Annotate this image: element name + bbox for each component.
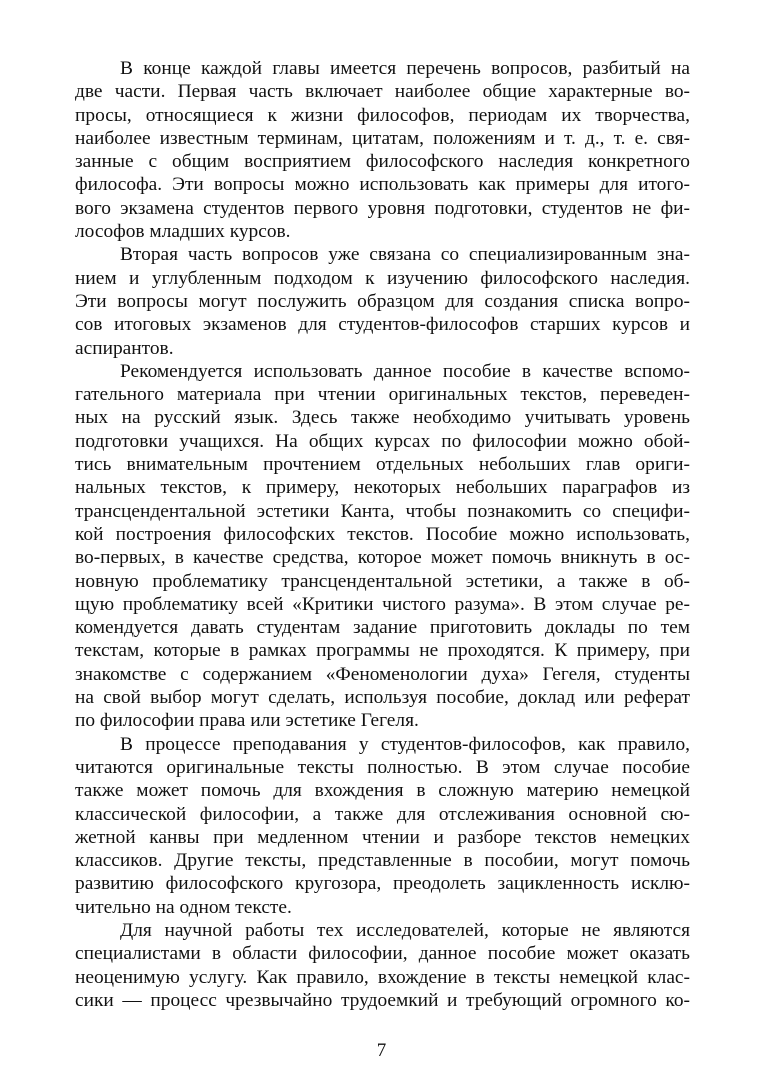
paragraph (75, 360, 690, 733)
text-line: на свой выбор могут сделать, используя пособие, доклад или реферат (75, 687, 690, 709)
text-line: специалистами в области философии, данное пособие может оказать (75, 943, 690, 965)
text-line: ных на русский язык. Здесь также необходимо учитывать уровень (75, 407, 690, 429)
paragraph (75, 733, 690, 919)
text-line: сики — процесс чрезвычайно трудоемкий и требующий огромного ко- (75, 989, 690, 1011)
text-line: кой построения философских текстов. Пособие можно использовать, (75, 523, 690, 545)
text-line: развитию философского кругозора, преодолеть зацикленность исклю- (75, 873, 690, 895)
paragraph (75, 243, 690, 359)
text-line: философа. Эти вопросы можно использовать как примеры для итого- (75, 174, 690, 196)
text-line: новную проблематику трансцендентальной эстетики, а также в об- (75, 570, 690, 592)
text-line: сов итоговых экзаменов для студентов-философов старших курсов и (75, 314, 690, 336)
text-line: чительно на одном тексте. (75, 896, 292, 918)
text-line: жетной канвы при медленном чтении и разборе текстов немецких (75, 826, 690, 848)
text-line: просы, относящиеся к жизни философов, периодам их творчества, (75, 104, 690, 126)
text-line: неоценимую услугу. Как правило, вхождение в тексты немецкой клас- (75, 966, 690, 988)
page-number: 7 (376, 1040, 387, 1061)
text-line: лософов младших курсов. (75, 221, 291, 243)
text-line: Рекомендуется использовать данное пособие в качестве вспомо- (120, 360, 690, 382)
text-line: знакомстве с содержанием «Феноменологии духа» Гегеля, студенты (75, 663, 690, 685)
text-line: также может помочь для вхождения в сложную материю немецкой (75, 780, 690, 802)
text-line: Вторая часть вопросов уже связана со специализированным зна- (120, 244, 690, 266)
text-line: по философии права или эстетике Гегеля. (75, 710, 419, 732)
text-line: вого экзамена студентов первого уровня подготовки, студентов не фи- (75, 197, 690, 219)
text-line: тись внимательным прочтением отдельных небольших глав ориги- (75, 454, 690, 476)
text-line: Эти вопросы могут послужить образцом для создания списка вопро- (75, 290, 690, 312)
text-line: В конце каждой главы имеется перечень вопросов, разбитый на (120, 58, 690, 79)
text-line: щую проблематику всей «Критики чистого разума». В этом случае ре- (75, 593, 690, 615)
text-line: В процессе преподавания у студентов-философов, как правило, (120, 733, 690, 755)
paragraph (75, 919, 690, 1012)
text-line: занные с общим восприятием философского наследия конкретного (75, 151, 690, 173)
text-line: нием и углубленным подходом к изучению философского наследия. (75, 267, 690, 289)
text-line: классической философии, а также для отслеживания основной сю- (75, 803, 690, 825)
text-line: наиболее известным терминам, цитатам, положениям и т. д., т. е. свя- (75, 127, 690, 149)
page-body (75, 57, 690, 1012)
text-line: трансцендентальной эстетики Канта, чтобы познакомить со специфи- (75, 500, 690, 522)
text-line: гательного материала при чтении оригинальных текстов, переведен- (75, 384, 690, 406)
text-line: читаются оригинальные тексты полностью. В этом случае пособие (75, 756, 690, 778)
text-line: текстам, которые в рамках программы не проходятся. К примеру, при (75, 640, 690, 662)
text-line: классиков. Другие тексты, представленные в пособии, могут помочь (75, 850, 690, 872)
text-line: нальных текстов, к примеру, некоторых небольших параграфов из (75, 477, 690, 499)
text-line: Для научной работы тех исследователей, которые не являются (120, 919, 690, 941)
text-line: аспирантов. (75, 337, 174, 359)
paragraph (75, 57, 690, 243)
text-line: комендуется давать студентам задание приготовить доклады по тем (75, 617, 690, 639)
text-line: две части. Первая часть включает наиболее общие характерные во- (75, 81, 690, 103)
text-line: подготовки учащихся. На общих курсах по философии можно обой- (75, 430, 690, 452)
text-line: во-первых, в качестве средства, которое может помочь вникнуть в ос- (75, 547, 690, 569)
